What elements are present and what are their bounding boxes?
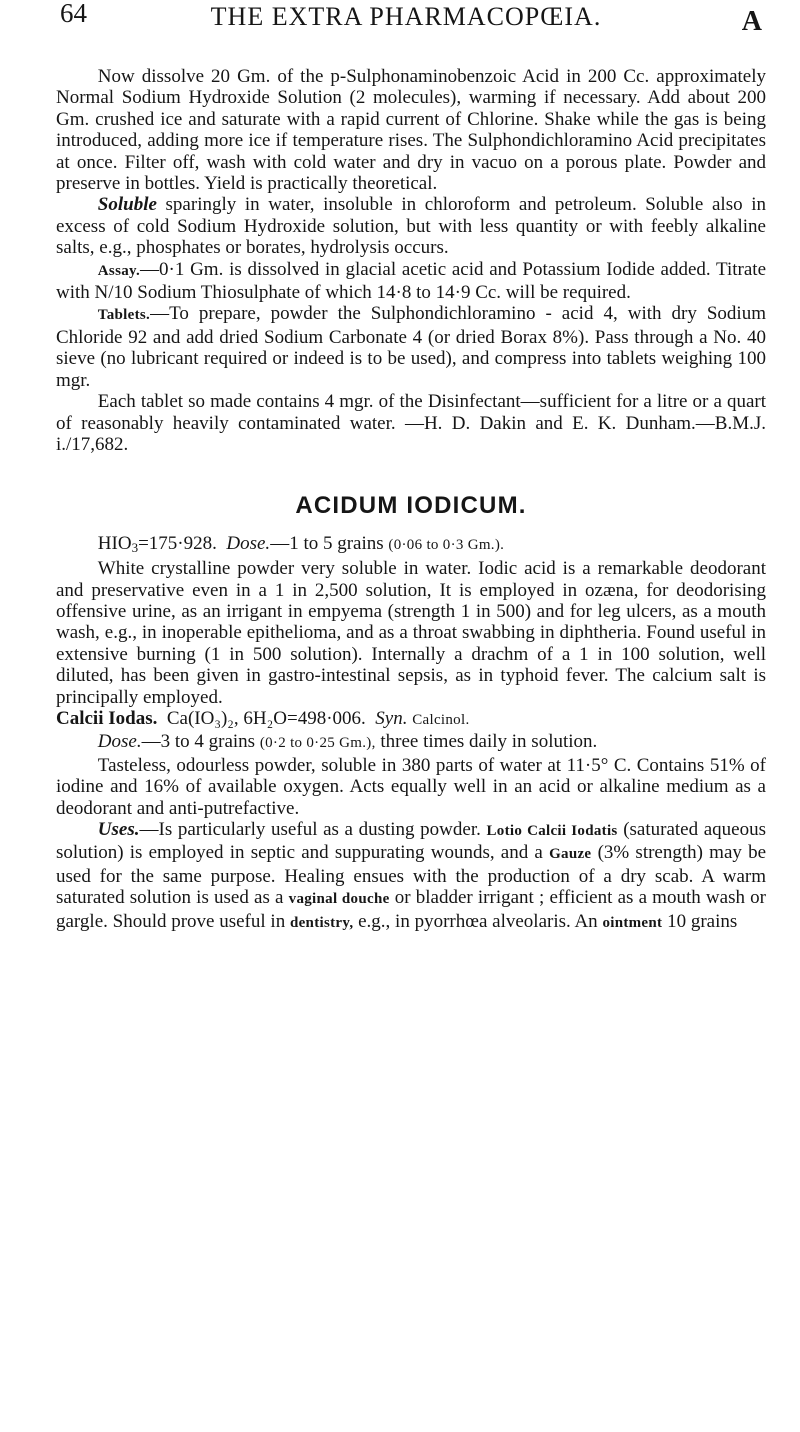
gauze-term: Gauze <box>549 846 592 863</box>
iodic-dose-label: Dose. <box>226 532 271 554</box>
uses-text-5: e.g., in pyorrhœa alveolaris. An <box>353 910 603 932</box>
page-number: 64 <box>60 0 87 28</box>
paragraph-tablets <box>56 303 766 391</box>
paragraph-solubility <box>56 194 766 258</box>
uses-text-1: —Is particularly useful as a dusting powder. <box>139 819 487 840</box>
uses-text-2: (saturated aqueous solution) is employed in septic and suppurating wounds, and a <box>56 819 766 864</box>
paragraph-calcii-dose <box>56 731 766 754</box>
assay-text: —0·1 Gm. is dissolved in glacial acetic acid and Potassium Iodide added. Titrate with N/10 Sodium Thiosulphate of which 14·8 to 14·9 Cc. will be required. <box>56 258 766 304</box>
paragraph-assay <box>56 259 766 304</box>
solubility-label: Soluble <box>97 194 157 216</box>
calcii-dose-text: —3 to 4 grains <box>141 731 260 753</box>
uses-text-4: or bladder irrigant ; efficient as a mouth wash or gargle. Should prove useful in <box>56 887 766 932</box>
paragraph-calcii-description: Tasteless, odourless powder, soluble in 380 parts of water at 11·5° C. Contains 51% of iodine and 16% of available oxygen. Acts equally well in an acid or alkaline medium as a deodorant and anti-putrefactive. <box>56 754 766 819</box>
formula-weight: =175·928. <box>138 532 217 554</box>
lotio-term: Lotio Calcii Iodatis <box>486 823 618 839</box>
uses-label: Uses. <box>97 819 140 840</box>
ointment-term: ointment <box>602 914 663 931</box>
uses-text-6: 10 grains <box>662 910 738 932</box>
section-heading-acidum-iodicum: ACIDUM IODICUM. <box>295 492 527 520</box>
calcii-syn-value: Calcinol. <box>412 711 470 728</box>
tablets-label: Tablets. <box>97 307 151 324</box>
uses-text-3: (3% strength) may be used for the same purpose. Healing ensues with the production of a dry scab. A warm saturated solution is used as a <box>56 842 766 909</box>
paragraph-tablet-content: Each tablet so made contains 4 mgr. of the Disinfectant—sufficient for a litre or a quart of reasonably heavily contaminated water. —H. D. Dakin and E. K. Dunham.—B.M.J. i./17,682. <box>56 391 766 455</box>
paragraph-calcii-uses <box>56 819 766 934</box>
tablets-text: —To prepare, powder the Sulphondichloramino - acid 4, with dry Sodium Chloride 92 and add dried Sodium Carbonate 4 (or dried Borax 8%). Pass through a No. 40 sieve (no lubricant required or indeed is to be used), and compress into tablets weighing 100 mgr. <box>56 303 766 391</box>
formula-base: HIO <box>97 532 132 554</box>
running-title: THE EXTRA PHARMACOPŒIA. <box>210 2 602 31</box>
solubility-text: sparingly in water, insoluble in chloroform and petroleum. Soluble also in excess of cold Sodium Hydroxide solution, but with less quantity or with feebly alkaline salts, e.g., phosphates or borates, hydrolysis occurs. <box>56 194 766 259</box>
calcii-syn-label: Syn. <box>375 707 408 729</box>
dentistry-term: dentistry, <box>289 914 354 931</box>
calcii-name: Calcii Iodas. <box>56 707 158 729</box>
iodic-formula <box>98 533 217 554</box>
douche-term: vaginal douche <box>288 891 390 908</box>
page-header <box>40 0 772 40</box>
calcii-formula: Ca(IO₃)₂, 6H₂O=498·006. <box>166 707 366 729</box>
section-letter: A <box>741 6 762 37</box>
formula-subscript: 3 <box>131 539 139 555</box>
iodic-dose-text: —1 to 5 grains <box>270 532 389 554</box>
paragraph-preparation: Now dissolve 20 Gm. of the p-Sulphonaminobenzoic Acid in 200 Cc. approximately Normal Sodium Hydroxide Solution (2 molecules), warming if necessary. Add about 200 Gm. crushed ice and saturate with a rapid current of Chlorine. Shake while the gas is being introduced, adding more ice if temperature rises. The Sulphondichloramino Acid precipitates at once. Filter off, wash with cold water and dry in vacuo on a porous plate. Powder and preserve in bottles. Yield is practically theoretical. <box>56 66 766 195</box>
paragraph-iodic-formula <box>56 533 766 558</box>
calcii-dose-metric: (0·2 to 0·25 Gm.), <box>259 735 376 752</box>
paragraph-iodic-description: White crystalline powder very soluble in water. Iodic acid is a remarkable deodorant and preservative even in a 1 in 2,500 solution, It is employed in ozæna, for deodorising offensive urine, as an irrigant in empyema (strength 1 in 500) and for leg ulcers, as a mouth wash, e.g., in inoperable epithelioma, and as a throat swabbing in diphtheria. Found useful in extensive burning (1 in 500 solution). Internally a drachm of a 1 in 100 solution, well diluted, has been given in gastro-intestinal sepsis, as in typhoid fever. The calcium salt is principally employed. <box>56 558 766 708</box>
calcii-dose-label: Dose. <box>97 731 142 753</box>
calcii-dose-tail: three times daily in solution. <box>375 731 598 753</box>
assay-label: Assay. <box>97 262 141 279</box>
page-body <box>56 66 766 934</box>
iodic-dose-metric: (0·06 to 0·3 Gm.). <box>388 536 505 553</box>
paragraph-calcii-iodas <box>56 708 766 731</box>
